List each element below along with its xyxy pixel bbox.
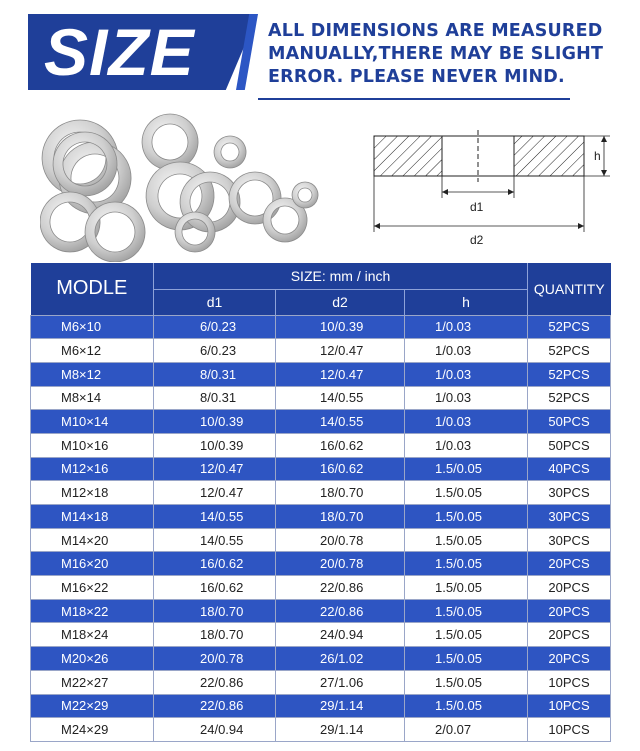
cell-model: M6×10 bbox=[31, 315, 154, 339]
cell-d2: 22/0.86 bbox=[276, 576, 405, 600]
cell-quantity: 20PCS bbox=[528, 647, 611, 671]
cell-d1: 12/0.47 bbox=[154, 457, 276, 481]
cell-quantity: 52PCS bbox=[528, 339, 611, 363]
cell-d2: 14/0.55 bbox=[276, 386, 405, 410]
cell-model: M24×29 bbox=[31, 718, 154, 742]
header bbox=[0, 0, 640, 110]
cell-d2: 22/0.86 bbox=[276, 599, 405, 623]
cell-quantity: 52PCS bbox=[528, 362, 611, 386]
cell-h: 1.5/0.05 bbox=[405, 670, 528, 694]
cell-d1: 20/0.78 bbox=[154, 647, 276, 671]
cell-h: 1.5/0.05 bbox=[405, 481, 528, 505]
cell-quantity: 10PCS bbox=[528, 694, 611, 718]
cell-h: 2/0.07 bbox=[405, 718, 528, 742]
cell-model: M18×24 bbox=[31, 623, 154, 647]
cell-h: 1/0.03 bbox=[405, 315, 528, 339]
dimension-d1-label: d1 bbox=[470, 200, 484, 214]
cell-d2: 20/0.78 bbox=[276, 528, 405, 552]
table-row bbox=[31, 670, 611, 694]
cell-quantity: 20PCS bbox=[528, 623, 611, 647]
cell-quantity: 52PCS bbox=[528, 386, 611, 410]
cell-d2: 29/1.14 bbox=[276, 694, 405, 718]
cell-model: M16×20 bbox=[31, 552, 154, 576]
cell-model: M14×18 bbox=[31, 505, 154, 529]
cell-d2: 16/0.62 bbox=[276, 433, 405, 457]
cell-d2: 20/0.78 bbox=[276, 552, 405, 576]
cell-model: M14×20 bbox=[31, 528, 154, 552]
cell-quantity: 30PCS bbox=[528, 481, 611, 505]
cell-d2: 16/0.62 bbox=[276, 457, 405, 481]
cell-quantity: 20PCS bbox=[528, 552, 611, 576]
cell-model: M12×16 bbox=[31, 457, 154, 481]
cell-d1: 16/0.62 bbox=[154, 576, 276, 600]
cell-h: 1.5/0.05 bbox=[405, 457, 528, 481]
cell-d2: 14/0.55 bbox=[276, 410, 405, 434]
cell-quantity: 10PCS bbox=[528, 670, 611, 694]
table-row bbox=[31, 433, 611, 457]
dimension-d2-label: d2 bbox=[470, 233, 484, 246]
cell-quantity: 50PCS bbox=[528, 433, 611, 457]
cell-h: 1/0.03 bbox=[405, 339, 528, 363]
cell-model: M12×18 bbox=[31, 481, 154, 505]
cell-model: M8×12 bbox=[31, 362, 154, 386]
cell-d1: 6/0.23 bbox=[154, 315, 276, 339]
table-row bbox=[31, 552, 611, 576]
cell-quantity: 50PCS bbox=[528, 410, 611, 434]
table-row bbox=[31, 505, 611, 529]
cell-model: M22×29 bbox=[31, 694, 154, 718]
cell-h: 1/0.03 bbox=[405, 410, 528, 434]
cell-d1: 18/0.70 bbox=[154, 599, 276, 623]
cell-h: 1.5/0.05 bbox=[405, 505, 528, 529]
cell-model: M10×16 bbox=[31, 433, 154, 457]
cell-quantity: 10PCS bbox=[528, 718, 611, 742]
cell-quantity: 30PCS bbox=[528, 505, 611, 529]
cell-d2: 26/1.02 bbox=[276, 647, 405, 671]
cell-h: 1.5/0.05 bbox=[405, 599, 528, 623]
cell-h: 1/0.03 bbox=[405, 433, 528, 457]
product-images bbox=[0, 110, 640, 262]
notice-line: ALL DIMENSIONS ARE MEASURED bbox=[268, 21, 603, 41]
cell-quantity: 20PCS bbox=[528, 576, 611, 600]
cell-d2: 10/0.39 bbox=[276, 315, 405, 339]
column-header-model: MODLE bbox=[31, 263, 154, 315]
column-header-h: h bbox=[405, 289, 528, 315]
cell-model: M18×22 bbox=[31, 599, 154, 623]
cell-h: 1.5/0.05 bbox=[405, 576, 528, 600]
cell-d1: 14/0.55 bbox=[154, 505, 276, 529]
cell-d1: 10/0.39 bbox=[154, 433, 276, 457]
table-row bbox=[31, 694, 611, 718]
cell-d1: 8/0.31 bbox=[154, 362, 276, 386]
cell-d1: 8/0.31 bbox=[154, 386, 276, 410]
cell-d1: 18/0.70 bbox=[154, 623, 276, 647]
column-header-d1: d1 bbox=[154, 289, 276, 315]
size-table bbox=[30, 263, 611, 742]
table-row bbox=[31, 410, 611, 434]
table-row bbox=[31, 315, 611, 339]
cell-d1: 16/0.62 bbox=[154, 552, 276, 576]
cell-d1: 22/0.86 bbox=[154, 694, 276, 718]
cell-quantity: 52PCS bbox=[528, 315, 611, 339]
table-body bbox=[31, 315, 611, 741]
cell-d2: 29/1.14 bbox=[276, 718, 405, 742]
table-row bbox=[31, 481, 611, 505]
table-row bbox=[31, 718, 611, 742]
washers-photo bbox=[40, 112, 340, 262]
cell-quantity: 30PCS bbox=[528, 528, 611, 552]
cell-d2: 27/1.06 bbox=[276, 670, 405, 694]
cell-d1: 24/0.94 bbox=[154, 718, 276, 742]
cell-d1: 14/0.55 bbox=[154, 528, 276, 552]
cell-h: 1/0.03 bbox=[405, 386, 528, 410]
cell-d1: 12/0.47 bbox=[154, 481, 276, 505]
table-row bbox=[31, 576, 611, 600]
column-header-d2: d2 bbox=[276, 289, 405, 315]
notice-line: ERROR. PLEASE NEVER MIND. bbox=[268, 67, 565, 87]
cell-h: 1.5/0.05 bbox=[405, 528, 528, 552]
cell-d2: 12/0.47 bbox=[276, 362, 405, 386]
cell-h: 1.5/0.05 bbox=[405, 552, 528, 576]
measurement-notice bbox=[268, 20, 628, 89]
table-row bbox=[31, 647, 611, 671]
table-row bbox=[31, 528, 611, 552]
cell-h: 1/0.03 bbox=[405, 362, 528, 386]
notice-line: MANUALLY,THERE MAY BE SLIGHT bbox=[268, 44, 604, 64]
table-row bbox=[31, 599, 611, 623]
washer-cross-section-diagram bbox=[362, 126, 622, 246]
cell-quantity: 40PCS bbox=[528, 457, 611, 481]
table-row bbox=[31, 457, 611, 481]
table-row bbox=[31, 339, 611, 363]
cell-model: M6×12 bbox=[31, 339, 154, 363]
cell-model: M10×14 bbox=[31, 410, 154, 434]
table-row bbox=[31, 623, 611, 647]
column-header-quantity: QUANTITY bbox=[528, 263, 611, 315]
cell-d2: 12/0.47 bbox=[276, 339, 405, 363]
cell-d2: 18/0.70 bbox=[276, 505, 405, 529]
header-underline bbox=[258, 98, 570, 100]
table-row bbox=[31, 386, 611, 410]
cell-quantity: 20PCS bbox=[528, 599, 611, 623]
cell-model: M22×27 bbox=[31, 670, 154, 694]
cell-h: 1.5/0.05 bbox=[405, 647, 528, 671]
column-header-size: SIZE: mm / inch bbox=[154, 263, 528, 289]
cell-d2: 24/0.94 bbox=[276, 623, 405, 647]
table-row bbox=[31, 362, 611, 386]
cell-d1: 6/0.23 bbox=[154, 339, 276, 363]
cell-h: 1.5/0.05 bbox=[405, 623, 528, 647]
cell-model: M20×26 bbox=[31, 647, 154, 671]
dimension-h-label: h bbox=[594, 149, 601, 163]
size-title: SIZE bbox=[44, 15, 195, 89]
cell-d1: 22/0.86 bbox=[154, 670, 276, 694]
cell-model: M16×22 bbox=[31, 576, 154, 600]
cell-h: 1.5/0.05 bbox=[405, 694, 528, 718]
cell-model: M8×14 bbox=[31, 386, 154, 410]
cell-d1: 10/0.39 bbox=[154, 410, 276, 434]
cell-d2: 18/0.70 bbox=[276, 481, 405, 505]
